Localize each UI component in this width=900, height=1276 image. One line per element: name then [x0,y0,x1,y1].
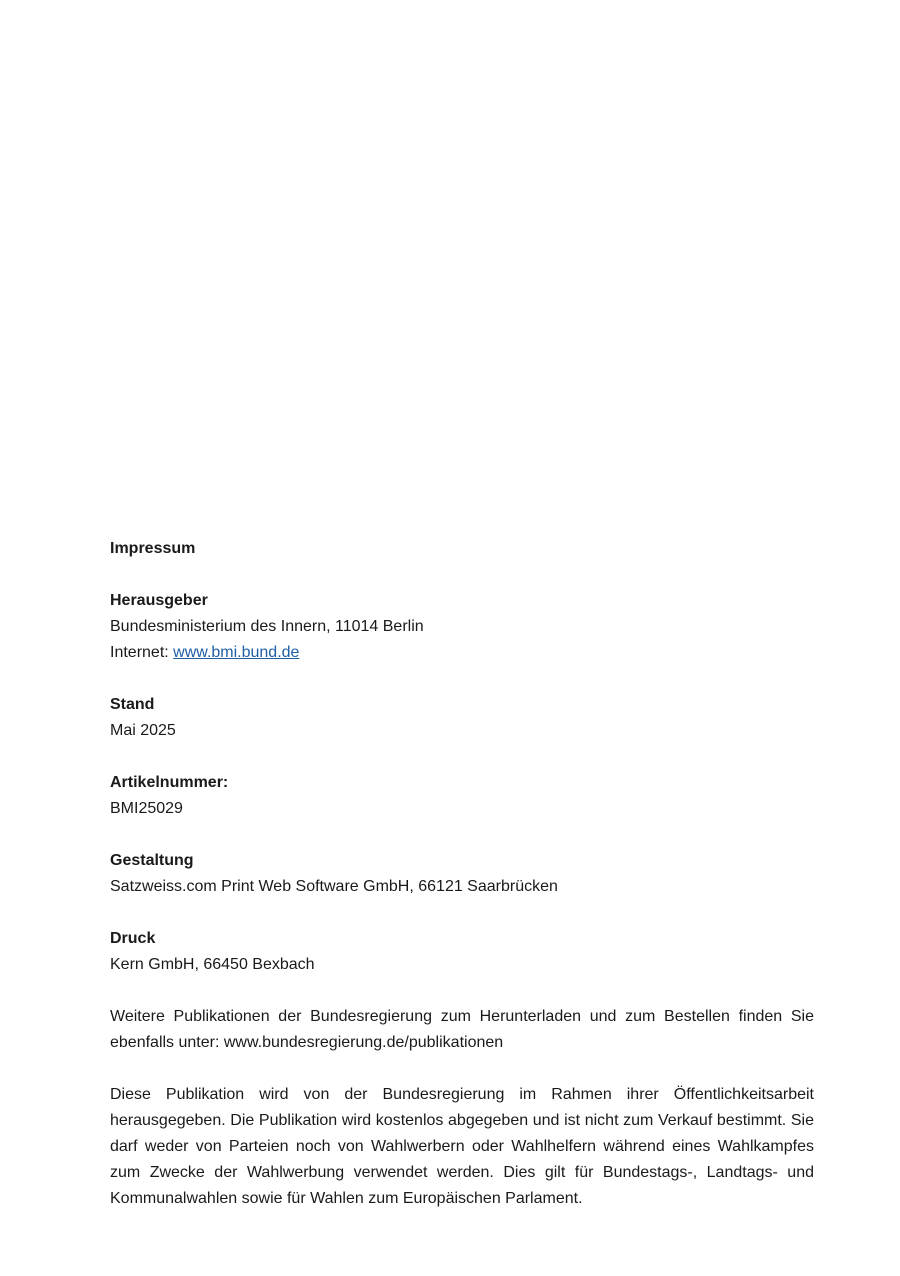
article-number-heading: Artikelnummer: [110,774,229,791]
publisher-internet-line [110,640,814,666]
internet-label: Internet: [110,644,174,661]
design-block [110,848,814,900]
imprint-title-block [110,536,814,562]
print-value: Kern GmbH, 66450 Bexbach [110,956,315,973]
publisher-website-link[interactable]: www.bmi.bund.de [173,644,300,661]
publisher-address: Bundesministerium des Innern, 11014 Berlin [110,618,424,635]
publications-note: Weitere Publikationen der Bundesregierung zum Herunterladen und zum Bestellen finden Sie ebenfalls unter: www.bundesregierung.de/publikationen [110,1008,814,1051]
print-block [110,926,814,978]
article-number-value: BMI25029 [110,800,183,817]
article-number-block [110,770,814,822]
disclaimer-paragraph: Diese Publikation wird von der Bundesregierung im Rahmen ihrer Öffentlichkeitsarbeit herausgegeben. Die Publikation wird kostenlos abgegeben und ist nicht zum Verkauf bestimmt. Sie darf weder von Parteien noch von Wahlwerbern oder Wahlhelfern während eines Wahlkampfes zum Zwecke der Wahlwerbung verwendet werden. Dies gilt für Bundestags-, Landtags- und Kommunalwahlen sowie für Wahlen zum Europäischen Parlament. [110,1086,814,1207]
status-heading: Stand [110,696,155,713]
publisher-block [110,588,814,666]
print-heading: Druck [110,930,156,947]
imprint-title: Impressum [110,540,196,557]
status-value: Mai 2025 [110,722,176,739]
status-block [110,692,814,744]
design-heading: Gestaltung [110,852,194,869]
imprint-section [110,536,814,1238]
publisher-heading: Herausgeber [110,592,208,609]
design-value: Satzweiss.com Print Web Software GmbH, 66121 Saarbrücken [110,878,558,895]
